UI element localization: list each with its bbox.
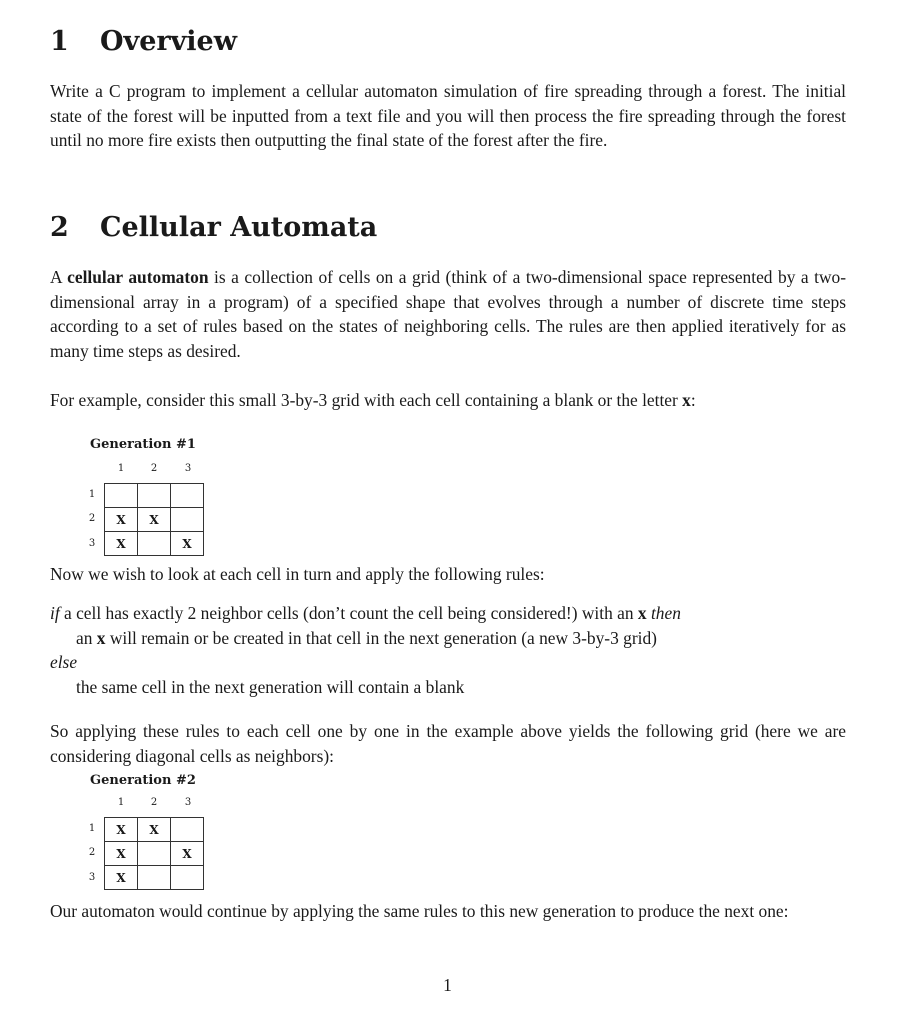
now-paragraph: Now we wish to look at each cell in turn and apply the following rules: — [50, 564, 545, 584]
generation-2-caption: Generation #2 — [90, 773, 196, 788]
col-label: 3 — [184, 463, 192, 474]
section-number: 2 — [50, 212, 69, 243]
grid-cell: X — [105, 508, 138, 532]
generation-2-grid — [104, 817, 204, 890]
example-paragraph: For example, consider this small 3-by-3 grid with each cell containing a blank or the letter x: — [50, 390, 696, 410]
rule-if-line: if a cell has exactly 2 neighbor cells (don’t count the cell being considered!) with an x then — [50, 603, 681, 623]
keyword-then: then — [650, 603, 681, 623]
grid-cell — [138, 484, 171, 508]
section-number: 1 — [50, 26, 69, 57]
row-label: 1 — [88, 489, 96, 500]
col-label: 2 — [150, 797, 158, 808]
grid-cell — [171, 818, 204, 842]
grid-row — [105, 842, 204, 866]
grid-cell: X — [138, 818, 171, 842]
grid-row — [105, 532, 204, 556]
row-label: 3 — [88, 872, 96, 883]
col-label: 2 — [150, 463, 158, 474]
grid-row — [105, 818, 204, 842]
row-label: 2 — [88, 513, 96, 524]
grid-row — [105, 866, 204, 890]
page-number: 1 — [443, 975, 452, 995]
grid-cell: X — [105, 818, 138, 842]
col-label: 1 — [117, 797, 125, 808]
grid-row — [105, 484, 204, 508]
generation-1-caption: Generation #1 — [90, 437, 196, 452]
section-title: Cellular Automata — [100, 212, 378, 243]
grid-cell: X — [105, 842, 138, 866]
so-paragraph: So applying these rules to each cell one by one in the example above yields the following grid (here we are considering diagonal cells as neighbors): — [50, 721, 846, 766]
grid-cell: X — [171, 532, 204, 556]
col-label: 3 — [184, 797, 192, 808]
final-paragraph: Our automaton would continue by applying the same rules to this new generation to produce the next one: — [50, 901, 789, 921]
row-label: 3 — [88, 538, 96, 549]
section-title: Overview — [100, 26, 237, 57]
generation-2-grid-figure — [82, 794, 222, 914]
grid-cell — [138, 842, 171, 866]
keyword-if: if — [50, 603, 60, 623]
section-heading-cellular-automata — [50, 212, 377, 243]
rule-else-line: the same cell in the next generation will contain a blank — [76, 677, 465, 697]
row-label: 2 — [88, 847, 96, 858]
grid-cell — [171, 484, 204, 508]
grid-cell — [171, 866, 204, 890]
grid-cell — [171, 508, 204, 532]
grid-cell — [138, 866, 171, 890]
grid-row — [105, 508, 204, 532]
row-label: 1 — [88, 823, 96, 834]
generation-1-grid — [104, 483, 204, 556]
grid-cell: X — [105, 532, 138, 556]
grid-cell: X — [105, 866, 138, 890]
ca-intro-paragraph: A cellular automaton is a collection of cells on a grid (think of a two-dimensional space represented by a two-dimensional array in a program) of a specified shape that evolves through a number of discrete time steps according to a set of rules based on the states of neighboring cells. The rules are then applied iteratively for as many time steps as desired. — [50, 267, 847, 361]
grid-cell: X — [138, 508, 171, 532]
section-heading-overview — [50, 26, 237, 57]
col-label: 1 — [117, 463, 125, 474]
rule-then-line: an x will remain or be created in that cell in the next generation (a new 3-by-3 grid) — [76, 628, 657, 648]
grid-cell — [105, 484, 138, 508]
grid-cell: X — [171, 842, 204, 866]
grid-cell — [138, 532, 171, 556]
overview-paragraph: Write a C program to implement a cellular automaton simulation of fire spreading through a forest. The initial state of the forest will be inputted from a text file and you will then process the fire spreading through the forest until no more fire exists then outputting the final state of the forest after the fire. — [50, 81, 846, 151]
rule-else-keyword: else — [50, 652, 78, 672]
term-cellular-automaton: cellular automaton — [67, 267, 209, 287]
